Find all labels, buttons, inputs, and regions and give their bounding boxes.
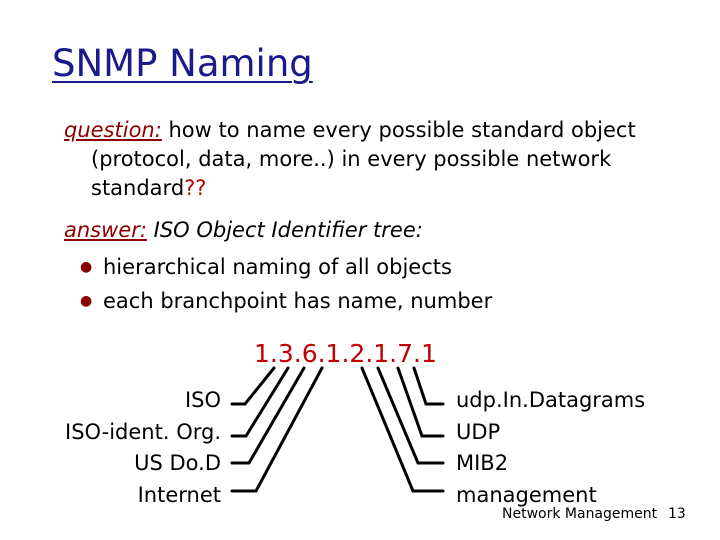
label-management: management <box>456 482 597 507</box>
label-iso: ISO <box>184 388 221 412</box>
connector-iso-org <box>232 368 288 436</box>
slide-title: SNMP Naming <box>52 42 313 85</box>
question-text-1: how to name every possible standard object <box>168 118 636 142</box>
answer-keyword: answer: <box>64 218 147 242</box>
label-us-dod: US Do.D <box>134 451 221 475</box>
label-iso-org: ISO-ident. Org. <box>65 419 221 444</box>
page-number: 13 <box>668 506 686 522</box>
label-mib2: MIB2 <box>456 451 509 475</box>
bullet-text-1: hierarchical naming of all objects <box>103 255 452 279</box>
m-dingbat-bullet-icon: ● <box>80 293 93 309</box>
connector-udp <box>398 368 443 436</box>
label-internet: Internet <box>137 482 221 507</box>
oid-number: 1.3.6.1.2.1.7.1 <box>254 339 437 368</box>
answer-text: ISO Object Identifier tree: <box>153 218 423 242</box>
question-text-3: standard <box>91 176 185 200</box>
footer-label: Network Management <box>502 506 658 522</box>
connector-udp-in-datagrams <box>414 368 443 404</box>
connector-mib2 <box>378 368 443 463</box>
label-udp: UDP <box>456 419 501 444</box>
question-marks: ?? <box>184 176 207 200</box>
question-line-2: (protocol, data, more..) in every possible network <box>91 147 612 171</box>
connector-us-dod <box>232 368 304 463</box>
question-keyword: question: <box>64 118 162 142</box>
label-udp-in-datagrams: udp.In.Datagrams <box>456 388 646 412</box>
bullet-text-2: each branchpoint has name, number <box>103 289 493 313</box>
m-dingbat-bullet-icon: ● <box>80 259 93 275</box>
